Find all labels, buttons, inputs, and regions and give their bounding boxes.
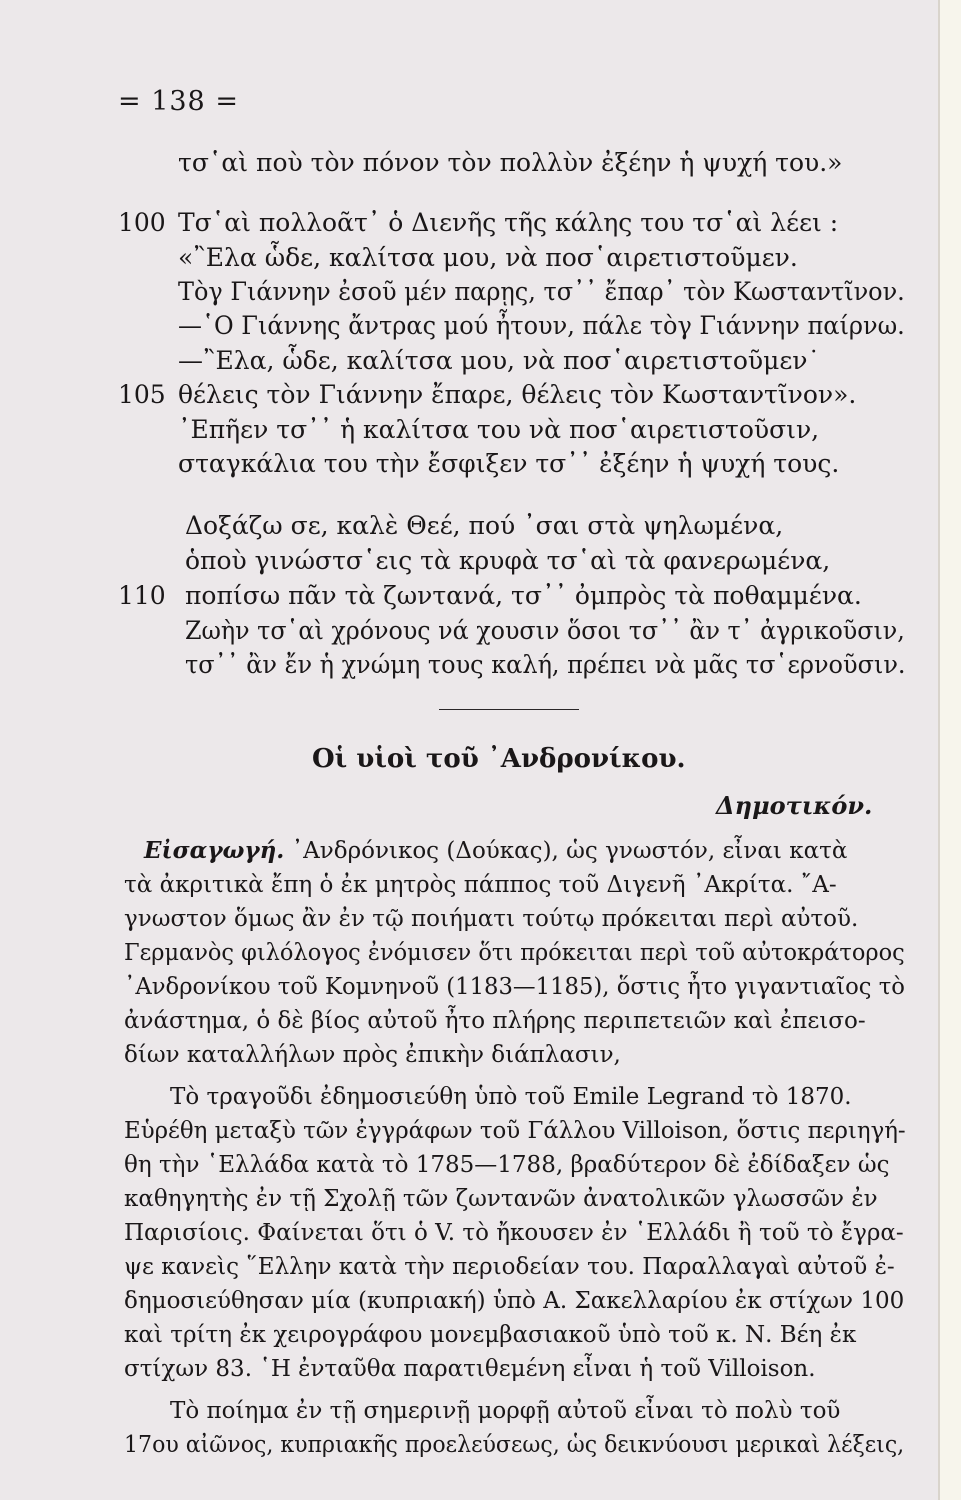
intro-line: ᾽Ανδρονίκου τοῦ Κομνηνοῦ (1183—1185), ὅστις ἦτο γιγαντιαῖος τὸ xyxy=(124,974,905,1000)
intro-line: θη τὴν ῾Ελλάδα κατὰ τὸ 1785—1788, βραδύτερον δὲ ἐδίδαξεν ὡς xyxy=(124,1152,890,1178)
line-number: 110 xyxy=(118,581,166,610)
poem-line: θέλεις τὸν Γιάννην ἔπαρε, θέλεις τὸν Κωσταντῖνον». xyxy=(178,380,857,409)
intro-line: καὶ τρίτη ἐκ χειρογράφου μονεμβασιακοῦ ὑπὸ τοῦ κ. Ν. Βέη ἐκ xyxy=(124,1322,857,1348)
poem-line: τσ᾽᾽ ἂν ἔν ἡ χνώμη τους καλή, πρέπει νὰ μᾶς τσ῾ερνοῦσιν. xyxy=(185,650,906,679)
intro-line: δημοσιεύθησαν μία (κυπριακή) ὑπὸ Α. Σακελλαρίου ἐκ στίχων 100 xyxy=(124,1288,905,1314)
poem-line: ποπίσω πᾶν τὰ ζωντανά, τσ᾽᾽ ὀμπρὸς τὰ ποθαμμένα. xyxy=(185,581,862,610)
intro-line: Τὸ τραγοῦδι ἐδημοσιεύθη ὑπὸ τοῦ Emile Legrand τὸ 1870. xyxy=(170,1084,852,1110)
poem-line: Δοξάζω σε, καλὲ Θεέ, πού ᾽σαι στὰ ψηλωμένα, xyxy=(185,511,784,540)
intro-line: Τὸ ποίημα ἐν τῇ σημερινῇ μορφῇ αὐτοῦ εἶναι τὸ πολὺ τοῦ xyxy=(170,1398,841,1424)
poem-line: σταγκάλια του τὴν ἔσφιξεν τσ᾽᾽ ἐξέην ἡ ψυχή τους. xyxy=(178,449,840,478)
poem-line: ὁποὺ γινώστσ῾εις τὰ κρυφὰ τσ῾αὶ τὰ φανερωμένα, xyxy=(185,546,831,575)
intro-line: Εὑρέθη μεταξὺ τῶν ἐγγράφων τοῦ Γάλλου Villoison, ὅστις περιηγή- xyxy=(124,1118,906,1144)
intro-line: καθηγητὴς ἐν τῇ Σχολῇ τῶν ζωντανῶν ἀνατολικῶν γλωσσῶν ἐν xyxy=(124,1186,878,1212)
intro-text xyxy=(124,0,906,1500)
intro-line: ψε κανεὶς ῞Ελλην κατὰ τὴν περιοδείαν του. Παραλλαγαὶ αὐτοῦ ἐ- xyxy=(124,1254,895,1280)
intro-line: δίων καταλλήλων πρὸς ἐπικὴν διάπλασιν, xyxy=(124,1042,621,1068)
poem-line: τσ῾αὶ ποὺ τὸν πόνον τὸν πολλὺν ἐξέην ἡ ψυχή του.» xyxy=(178,148,843,177)
intro-line: Παρισίοις. Φαίνεται ὅτι ὁ V. τὸ ἤκουσεν ἐν ῾Ελλάδι ἢ τοῦ τὸ ἔγρα- xyxy=(124,1220,904,1246)
intro-line: ᾽Ανδρόνικος (Δούκας), ὡς γνωστόν, εἶναι κατὰ xyxy=(291,838,848,864)
intro-label: Εἰσαγωγή. xyxy=(144,837,285,864)
line-number: 100 xyxy=(118,208,166,237)
intro-first-line xyxy=(144,834,847,868)
section-title: Οἱ υἱοὶ τοῦ ᾽Ανδρονίκου. xyxy=(312,744,686,774)
page-number: = 138 = xyxy=(118,86,239,117)
poem-line: —῾Ο Γιάννης ἄντρας μού ἦτουν, πάλε τὸγ Γιάννην παίρνω. xyxy=(178,311,905,340)
poem-line: ᾽Επῆεν τσ᾽᾽ ἡ καλίτσα του νὰ ποσ῾αιρετιστοῦσιν, xyxy=(178,415,820,444)
intro-line: Γερμανὸς φιλόλογος ἐνόμισεν ὅτι πρόκειται περὶ τοῦ αὐτοκράτορος xyxy=(124,940,905,966)
poem-line: Τσ῾αὶ πολλοᾶτ᾽ ὁ Διενῆς τῆς κάλης του τσ῾αὶ λέει : xyxy=(178,208,839,237)
page-edge xyxy=(938,0,961,1500)
intro-line: 17ου αἰῶνος, κυπριακῆς προελεύσεως, ὡς δεικνύουσι μερικαὶ λέξεις, xyxy=(124,1432,905,1458)
poem-line: Τὸγ Γιάννην ἐσοῦ μέν παρῃς, τσ᾽᾽ ἔπαρ᾽ τὸν Κωσταντῖνον. xyxy=(178,277,905,306)
intro-line: γνωστον ὅμως ἂν ἐν τῷ ποιήματι τούτῳ πρόκειται περὶ αὐτοῦ. xyxy=(124,906,859,932)
intro-line: στίχων 83. ῾Η ἐνταῦθα παρατιθεμένη εἶναι ἡ τοῦ Villoison. xyxy=(124,1356,816,1382)
poem-line: «῍Ελα ὧδε, καλίτσα μου, νὰ ποσ῾αιρετιστοῦμεν. xyxy=(178,243,798,272)
poem-line: Ζωὴν τσ῾αὶ χρόνους νά χουσιν ὅσοι τσ᾽᾽ ἂν τ᾽ ἀγρικοῦσιν, xyxy=(185,616,905,645)
intro-line: ἀνάστημα, ὁ δὲ βίος αὐτοῦ ἦτο πλήρης περιπετειῶν καὶ ἐπεισο- xyxy=(124,1008,866,1034)
section-subtitle: Δημοτικόν. xyxy=(716,791,873,820)
poem-line: —῍Ελα, ὧδε, καλίτσα μου, νὰ ποσ῾αιρετιστοῦμεν˙ xyxy=(178,346,821,375)
line-number: 105 xyxy=(118,380,166,409)
intro-line: τὰ ἀκριτικὰ ἔπη ὁ ἐκ μητρὸς πάππος τοῦ Διγενῆ ᾽Ακρίτα. ῎Α- xyxy=(124,872,837,898)
